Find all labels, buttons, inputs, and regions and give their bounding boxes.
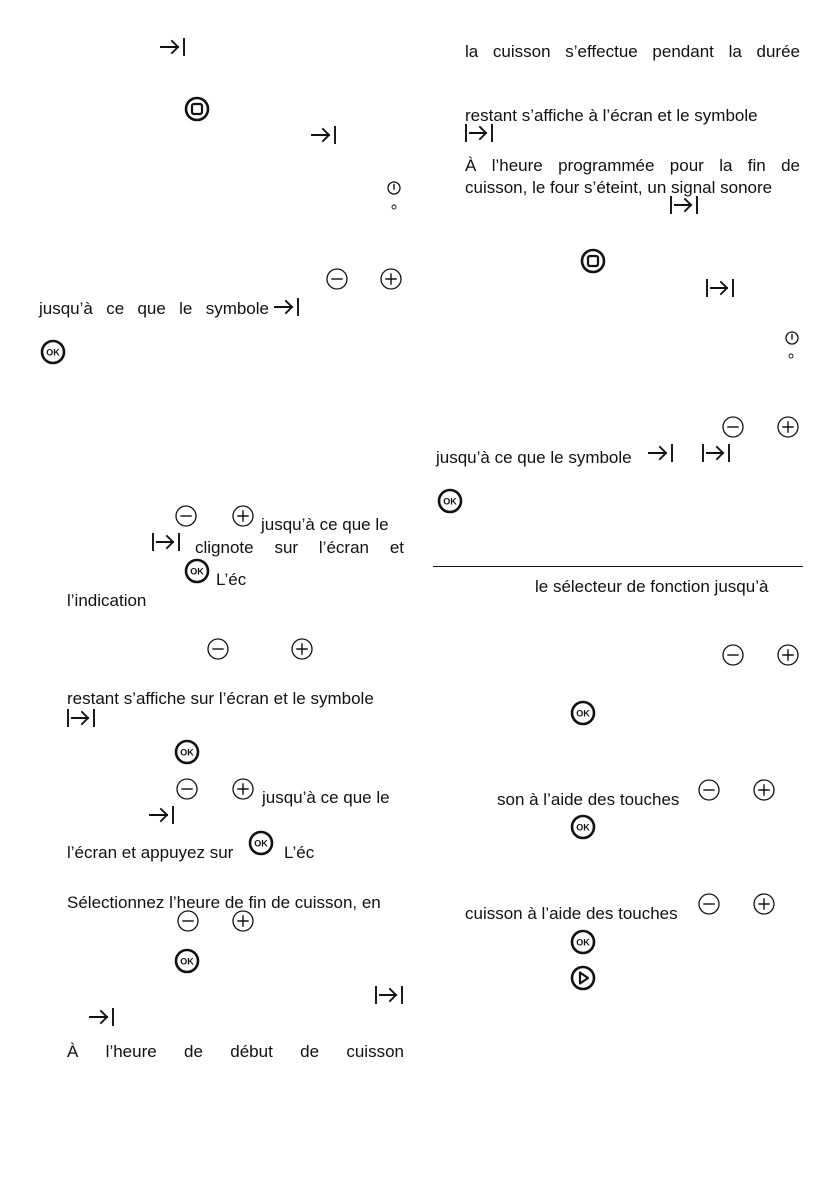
text-remaining: restant s’affiche sur l’écran et le symbole bbox=[67, 689, 374, 708]
ok-button-icon bbox=[174, 948, 200, 974]
minus-button-icon bbox=[722, 416, 744, 438]
end-time-icon bbox=[149, 806, 175, 824]
ok-button-icon bbox=[174, 739, 200, 765]
ok-label: OK bbox=[254, 838, 268, 849]
text-oven-off: cuisson, le four s’éteint, un signal sonore bbox=[465, 178, 773, 197]
minus-button-icon bbox=[698, 893, 720, 915]
ok-label: OK bbox=[180, 956, 194, 967]
text-son-keys: son à l’aide des touches bbox=[497, 790, 680, 809]
end-time-bar-icon bbox=[151, 533, 181, 551]
plus-button-icon bbox=[232, 778, 254, 800]
ok-label: OK bbox=[180, 747, 194, 758]
ok-button-icon bbox=[570, 814, 596, 840]
power-icon bbox=[785, 331, 799, 345]
end-time-bar-icon bbox=[701, 444, 731, 462]
ok-button-icon bbox=[570, 700, 596, 726]
plus-button-icon bbox=[291, 638, 313, 660]
text-until-le: jusqu’à ce que le bbox=[261, 515, 389, 534]
text-remaining-right: restant s’affiche à l’écran et le symbole bbox=[465, 106, 758, 125]
end-time-icon bbox=[89, 1008, 115, 1026]
minus-button-icon bbox=[176, 778, 198, 800]
ok-button-icon bbox=[40, 339, 66, 365]
section-divider bbox=[433, 566, 803, 567]
ok-button-icon bbox=[570, 929, 596, 955]
minus-button-icon bbox=[175, 505, 197, 527]
text-press: l’écran et appuyez sur bbox=[67, 843, 234, 862]
text-until-le-2: jusqu’à ce que le bbox=[262, 788, 390, 807]
end-time-icon bbox=[160, 38, 186, 56]
end-time-icon bbox=[274, 298, 300, 316]
ok-label: OK bbox=[576, 822, 590, 833]
text-lec-2: L’éc bbox=[284, 843, 315, 862]
ok-label: OK bbox=[576, 937, 590, 948]
end-time-bar-icon bbox=[669, 196, 699, 214]
ok-label: OK bbox=[46, 347, 60, 358]
text-cuisson-keys: cuisson à l’aide des touches bbox=[465, 904, 678, 923]
plus-button-icon bbox=[380, 268, 402, 290]
degree-mark bbox=[788, 353, 794, 359]
text-blinks: clignote sur l’écran et bbox=[195, 538, 404, 557]
end-time-bar-icon bbox=[374, 986, 404, 1004]
plus-button-icon bbox=[777, 416, 799, 438]
text-function-selector: le sélecteur de fonction jusqu’à bbox=[535, 577, 769, 596]
minus-button-icon bbox=[207, 638, 229, 660]
text-symbol-until-right: jusqu’à ce que le symbole bbox=[436, 448, 632, 467]
plus-button-icon bbox=[232, 505, 254, 527]
end-time-icon bbox=[648, 444, 674, 462]
ok-label: OK bbox=[190, 566, 204, 577]
minus-button-icon bbox=[326, 268, 348, 290]
degree-mark bbox=[391, 204, 397, 210]
start-button-icon bbox=[570, 965, 596, 991]
minus-button-icon bbox=[177, 910, 199, 932]
end-time-bar-icon bbox=[464, 124, 494, 142]
text-select-end: Sélectionnez l’heure de fin de cuisson, en bbox=[67, 893, 381, 912]
plus-button-icon bbox=[777, 644, 799, 666]
text-cooking-duration: la cuisson s’effectue pendant la durée bbox=[465, 42, 800, 61]
plus-button-icon bbox=[232, 910, 254, 932]
ok-button-icon bbox=[184, 558, 210, 584]
text-symbol-until: jusqu’à ce que le symbole bbox=[39, 299, 269, 318]
end-time-bar-icon bbox=[66, 709, 96, 727]
stop-button-icon bbox=[580, 248, 606, 274]
minus-button-icon bbox=[698, 779, 720, 801]
ok-label: OK bbox=[576, 708, 590, 719]
power-icon bbox=[387, 181, 401, 195]
stop-button-icon bbox=[184, 96, 210, 122]
ok-button-icon bbox=[248, 830, 274, 856]
ok-label: OK bbox=[443, 496, 457, 507]
ok-button-icon bbox=[437, 488, 463, 514]
end-time-icon bbox=[311, 126, 337, 144]
text-lec: L’éc bbox=[216, 570, 247, 589]
plus-button-icon bbox=[753, 893, 775, 915]
end-time-bar-icon bbox=[705, 279, 735, 297]
text-start-time: À l’heure de début de cuisson bbox=[67, 1042, 404, 1061]
text-indication: l’indication bbox=[67, 591, 147, 610]
plus-button-icon bbox=[753, 779, 775, 801]
minus-button-icon bbox=[722, 644, 744, 666]
text-end-time: À l’heure programmée pour la fin de bbox=[465, 156, 800, 175]
